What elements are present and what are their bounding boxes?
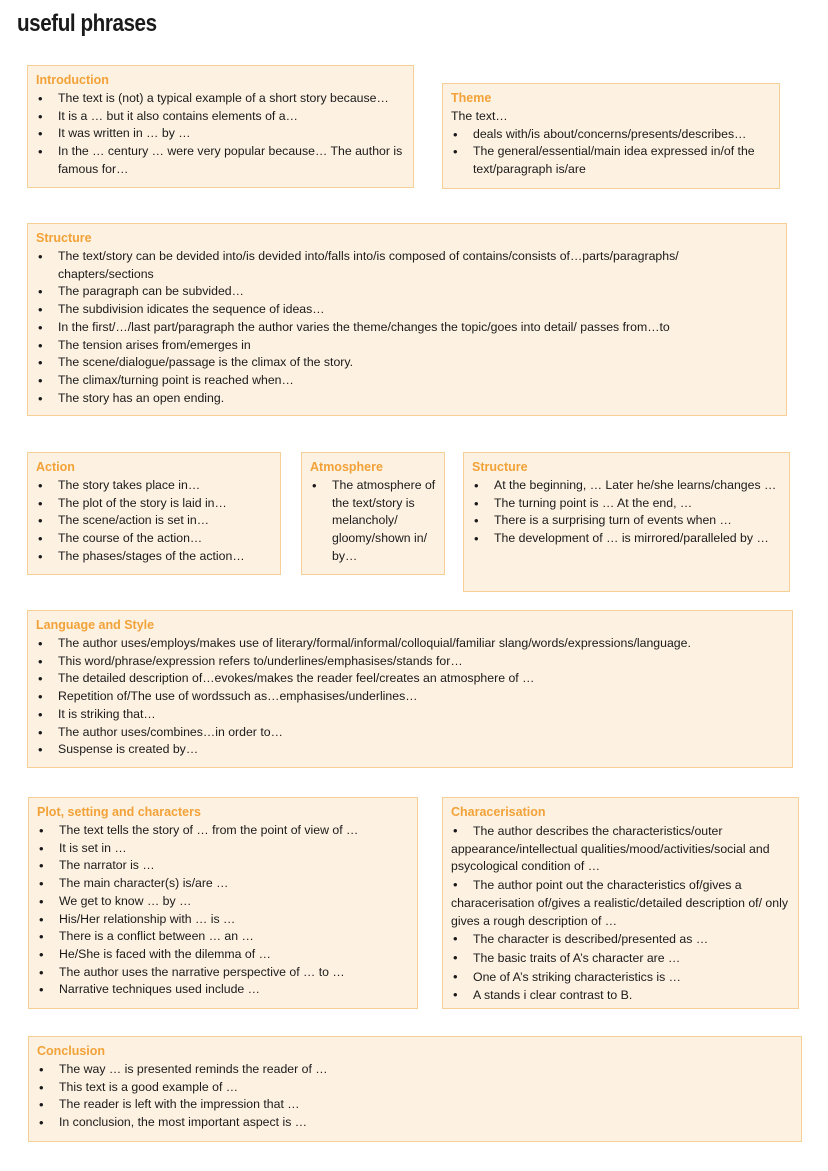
- structure-side-box: [463, 452, 790, 592]
- list-item: • The tension arises from/emerges in: [36, 337, 778, 355]
- characterisation-heading: Characerisation: [451, 805, 546, 819]
- list-item: • The text/story can be devided into/is devided into/falls into/is composed of contains/consists of…parts/paragraphs/ chapters/sections: [36, 248, 778, 283]
- list-item: • In the … century … were very popular because… The author is famous for…: [36, 143, 405, 178]
- language-style-heading: Language and Style: [36, 618, 155, 632]
- list-item: • The main character(s) is/are …: [37, 875, 409, 893]
- list-item: • The author describes the characteristics/outer appearance/intellectual qualities/mood/activities/social and psycological condition of …: [451, 823, 770, 874]
- list-item: • The author uses the narrative perspective of … to …: [37, 964, 409, 982]
- list-item: • At the beginning, … Later he/she learns/changes …: [472, 477, 781, 495]
- atmosphere-list: [310, 477, 436, 566]
- structure-box: [27, 223, 787, 416]
- list-item: • It is striking that…: [36, 706, 784, 724]
- atmosphere-heading: Atmosphere: [310, 460, 383, 474]
- list-item: • deals with/is about/concerns/presents/describes…: [451, 126, 771, 144]
- structure-heading: Structure: [36, 231, 92, 245]
- structure-list: [36, 248, 778, 407]
- action-box: [27, 452, 281, 575]
- list-item: • We get to know … by …: [37, 893, 409, 911]
- list-item: • The turning point is … At the end, …: [472, 495, 781, 513]
- theme-list: [451, 126, 771, 179]
- list-item: • The general/essential/main idea expressed in/of the text/paragraph is/are: [451, 143, 771, 178]
- language-style-box: [27, 610, 793, 768]
- list-item: • The narrator is …: [37, 857, 409, 875]
- list-item: • This word/phrase/expression refers to/underlines/emphasises/stands for…: [36, 653, 784, 671]
- characterisation-box: [442, 797, 799, 1009]
- list-item: • The atmosphere of the text/story is melancholy/ gloomy/shown in/ by…: [310, 477, 436, 566]
- list-item: • The climax/turning point is reached when…: [36, 372, 778, 390]
- list-item-text: The author describes the characteristics/outer appearance/intellectual qualities/mood/activities/social and psycological condition of …: [451, 824, 770, 874]
- list-item: • The character is described/presented as …: [453, 931, 709, 947]
- list-item-text: A stands i clear contrast to B.: [473, 988, 633, 1003]
- list-item: • The phases/stages of the action…: [36, 548, 272, 566]
- list-item: • The text is (not) a typical example of a short story because…: [36, 90, 405, 108]
- list-item: • The plot of the story is laid in…: [36, 495, 272, 513]
- list-item: • The basic traits of A’s character are …: [453, 949, 681, 965]
- introduction-box: [27, 65, 414, 188]
- list-item: • His/Her relationship with … is …: [37, 911, 409, 929]
- list-item: • The reader is left with the impression that …: [37, 1096, 793, 1114]
- list-item: • The paragraph can be subvided…: [36, 283, 778, 301]
- list-item: • The way … is presented reminds the reader of …: [37, 1061, 793, 1079]
- list-item: • The story takes place in…: [36, 477, 272, 495]
- list-item-text: One of A’s striking characteristics is …: [473, 969, 681, 984]
- list-item: • This text is a good example of …: [37, 1079, 793, 1097]
- list-item: • In the first/…/last part/paragraph the author varies the theme/changes the topic/goes into detail/ passes from…to: [36, 319, 778, 337]
- list-item-text: The author point out the characteristics of/gives a characerisation of/gives a realistic/detailed description of/ only gives a rough description of …: [451, 878, 788, 928]
- language-style-list: [36, 635, 784, 759]
- list-item: • The text tells the story of … from the point of view of …: [37, 822, 409, 840]
- list-item: • He/She is faced with the dilemma of …: [37, 946, 409, 964]
- list-item: • Narrative techniques used include …: [37, 981, 409, 999]
- list-item: • There is a surprising turn of events when …: [472, 512, 781, 530]
- characterisation-list: [451, 822, 790, 1005]
- list-item: • The author uses/employs/makes use of literary/formal/informal/colloquial/familiar slang/words/expressions/language.: [36, 635, 784, 653]
- list-item: • The detailed description of…evokes/makes the reader feel/creates an atmosphere of …: [36, 670, 784, 688]
- list-item-text: The basic traits of A’s character are …: [473, 950, 681, 965]
- list-item: • The scene/action is set in…: [36, 512, 272, 530]
- list-item: • One of A’s striking characteristics is …: [453, 968, 681, 984]
- conclusion-box: [28, 1036, 802, 1142]
- introduction-list: [36, 90, 405, 179]
- page-title: useful phrases: [17, 10, 157, 37]
- list-item: • It is a … but it also contains elements of a…: [36, 108, 405, 126]
- conclusion-heading: Conclusion: [37, 1044, 106, 1058]
- list-item: • A stands i clear contrast to B.: [453, 987, 633, 1003]
- list-item: • It was written in … by …: [36, 125, 405, 143]
- list-item: • The subdivision idicates the sequence of ideas…: [36, 301, 778, 319]
- list-item: • There is a conflict between … an …: [37, 928, 409, 946]
- list-item: • The scene/dialogue/passage is the climax of the story.: [36, 354, 778, 372]
- plot-setting-list: [37, 822, 409, 999]
- theme-heading: Theme: [451, 91, 492, 105]
- list-item: • In conclusion, the most important aspect is …: [37, 1114, 793, 1132]
- atmosphere-box: [301, 452, 445, 575]
- list-item: • Repetition of/The use of wordssuch as…emphasises/underlines…: [36, 688, 784, 706]
- plot-setting-box: [28, 797, 418, 1009]
- conclusion-list: [37, 1061, 793, 1132]
- structure-side-heading: Structure: [472, 460, 528, 474]
- theme-lead: The text…: [451, 109, 508, 123]
- list-item: • It is set in …: [37, 840, 409, 858]
- list-item-text: The character is described/presented as …: [473, 932, 709, 947]
- action-list: [36, 477, 272, 566]
- introduction-heading: Introduction: [36, 73, 109, 87]
- list-item: • The author point out the characteristics of/gives a characerisation of/gives a realistic/detailed description of/ only gives a rough description of …: [451, 877, 788, 928]
- list-item: • The development of … is mirrored/paralleled by …: [472, 530, 781, 548]
- list-item: • The story has an open ending.: [36, 390, 778, 408]
- list-item: • The course of the action…: [36, 530, 272, 548]
- plot-setting-heading: Plot, setting and characters: [37, 805, 201, 819]
- list-item: • The author uses/combines…in order to…: [36, 724, 784, 742]
- list-item: • Suspense is created by…: [36, 741, 784, 759]
- structure-side-list: [472, 477, 781, 548]
- theme-box: [442, 83, 780, 189]
- action-heading: Action: [36, 460, 75, 474]
